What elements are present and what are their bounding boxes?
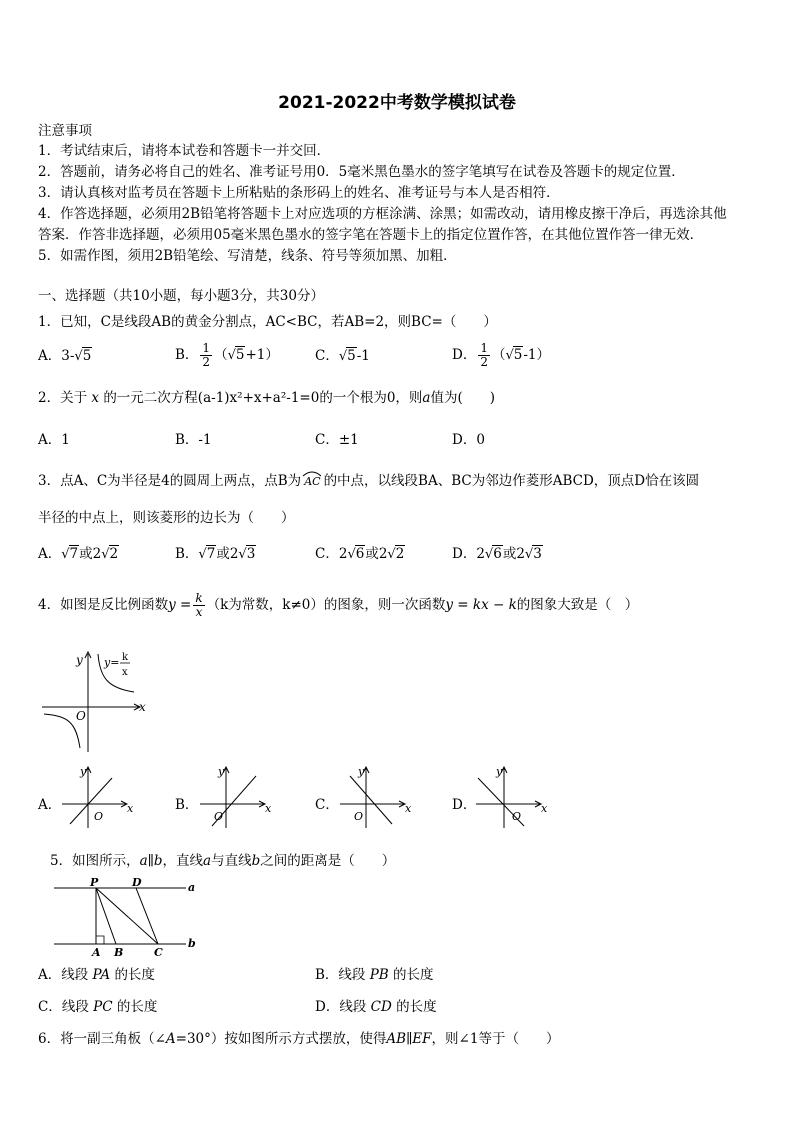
line-graph bbox=[70, 778, 112, 824]
y-axis-label: y bbox=[80, 765, 87, 778]
x-axis-label: x bbox=[127, 802, 134, 815]
parallel-lines-figure bbox=[50, 874, 200, 962]
x-axis-label: x bbox=[541, 802, 548, 815]
question-4-stem: 4．如图是反比例函数y = $\frac{k}{x}$ （k为常数，k≠0）的图象，则一次函数y = kx − k的图象大致是（ ） bbox=[38, 591, 639, 619]
notice-item: 2．答题前，请务必将自己的姓名、准考证号用0．5毫米黑色墨水的签字笔填写在试卷及答题卡的规定位置． bbox=[38, 164, 685, 180]
reciprocal-function-graph bbox=[38, 648, 150, 756]
segment-pc bbox=[96, 888, 158, 944]
q2-option-c: C．±1 bbox=[315, 432, 359, 448]
y-axis-label: y bbox=[76, 653, 83, 667]
origin-label: O bbox=[354, 810, 364, 823]
q1-option-d: D． $\frac{1}{2}$ （√5-1） bbox=[452, 341, 551, 369]
notice-item: 3．请认真核对监考员在答题卡上所粘贴的条形码上的姓名、准考证号与本人是否相符． bbox=[38, 185, 560, 201]
q4-option-b-graph bbox=[198, 764, 276, 830]
q5-option-c: C．线段 PC 的长度 bbox=[38, 999, 158, 1015]
y-axis-label: y bbox=[496, 765, 503, 778]
point-d-label: D bbox=[132, 876, 142, 889]
q4-option-a: A． bbox=[38, 797, 62, 813]
right-angle-mark bbox=[96, 936, 104, 944]
question-6-stem: 6．将一副三角板（∠A=30°）按如图所示方式摆放，使得AB∥EF，则∠1等于（ ） bbox=[38, 1031, 560, 1047]
q3-option-c: C．2√6或2√2 bbox=[315, 546, 405, 562]
section-heading: 一、选择题（共10小题，每小题3分，共30分） bbox=[38, 288, 324, 304]
notice-heading: 注意事项 bbox=[38, 123, 92, 139]
q4-option-a-graph bbox=[60, 764, 138, 830]
q2-option-d: D．0 bbox=[452, 432, 485, 448]
q5-option-d: D．线段 CD 的长度 bbox=[315, 999, 437, 1015]
q5-option-b: B．线段 PB 的长度 bbox=[315, 967, 434, 983]
question-2-stem: 2．关于 x 的一元二次方程(a-1)x²+x+a²-1=0的一个根为0，则a值为( ) bbox=[38, 390, 496, 406]
x-axis-label: x bbox=[405, 802, 412, 815]
question-5-stem: 5．如图所示，a∥b，直线a与直线b之间的距离是（ ） bbox=[50, 853, 396, 869]
q3-option-d: D．2√6或2√3 bbox=[452, 546, 542, 562]
point-c-label: C bbox=[154, 946, 163, 959]
q4-option-c-graph bbox=[338, 764, 416, 830]
segment-cd bbox=[136, 888, 158, 944]
point-b-label: B bbox=[114, 946, 124, 959]
line-a-label: a bbox=[188, 881, 196, 894]
notice-item: 答案．作答非选择题，必须用05毫米黑色墨水的签字笔在答题卡上的指定位置作答，在其他位置作答一律无效． bbox=[38, 227, 704, 243]
question-3-stem: 3．点A、C为半径是4的圆周上两点，点B为 AC 的中点，以线段BA、BC为邻边作菱形ABCD，顶点D恰在该圆 bbox=[38, 473, 700, 489]
point-p-label: P bbox=[90, 876, 99, 889]
notice-item: 5．如需作图，须用2B铅笔绘、写清楚，线条、符号等须加黑、加粗． bbox=[38, 248, 457, 264]
q1-option-a: A．3-√5 bbox=[38, 348, 92, 364]
question-3-stem-line2: 半径的中点上，则该菱形的边长为（ ） bbox=[38, 510, 295, 526]
q2-option-b: B．-1 bbox=[175, 432, 212, 448]
origin-label: O bbox=[512, 810, 522, 823]
x-axis-label: x bbox=[265, 802, 272, 815]
hyperbola-branch-2 bbox=[44, 714, 80, 748]
line-b-label: b bbox=[188, 937, 196, 950]
page-title: 2021-2022中考数学模拟试卷 bbox=[278, 93, 516, 113]
q5-option-a: A．线段 PA 的长度 bbox=[38, 967, 155, 983]
q1-option-b: B． $\frac{1}{2}$ （√5+1） bbox=[175, 341, 279, 369]
origin-label: O bbox=[76, 709, 86, 723]
q4-option-d: D． bbox=[452, 797, 477, 813]
q3-option-b: B．√7或2√3 bbox=[175, 546, 256, 562]
origin-label: O bbox=[94, 810, 104, 823]
origin-label: O bbox=[214, 810, 224, 823]
function-label-k: k bbox=[122, 652, 129, 663]
q4-option-b: B． bbox=[175, 797, 199, 813]
notice-item: 1．考试结束后，请将本试卷和答题卡一并交回． bbox=[38, 143, 331, 159]
q4-option-c: C． bbox=[315, 797, 339, 813]
function-label-y: y= bbox=[104, 656, 120, 669]
q4-option-d-graph bbox=[474, 764, 552, 830]
y-axis-label: y bbox=[358, 765, 365, 778]
notice-item: 4．作答选择题，必须用2B铅笔将答题卡上对应选项的方框涂满、涂黑；如需改动，请用橡皮擦干净后，再选涂其他 bbox=[38, 206, 727, 222]
q2-option-a: A．1 bbox=[38, 432, 70, 448]
point-a-label: A bbox=[92, 946, 101, 959]
function-label-x: x bbox=[122, 667, 128, 678]
y-axis-label: y bbox=[218, 765, 225, 778]
q1-option-c: C．√5-1 bbox=[315, 348, 370, 364]
question-1-stem: 1．已知，C是线段AB的黄金分割点，AC<BC，若AB=2，则BC=（ ） bbox=[38, 314, 497, 330]
q3-option-a: A．√7或2√2 bbox=[38, 546, 119, 562]
x-axis-label: x bbox=[139, 700, 146, 714]
